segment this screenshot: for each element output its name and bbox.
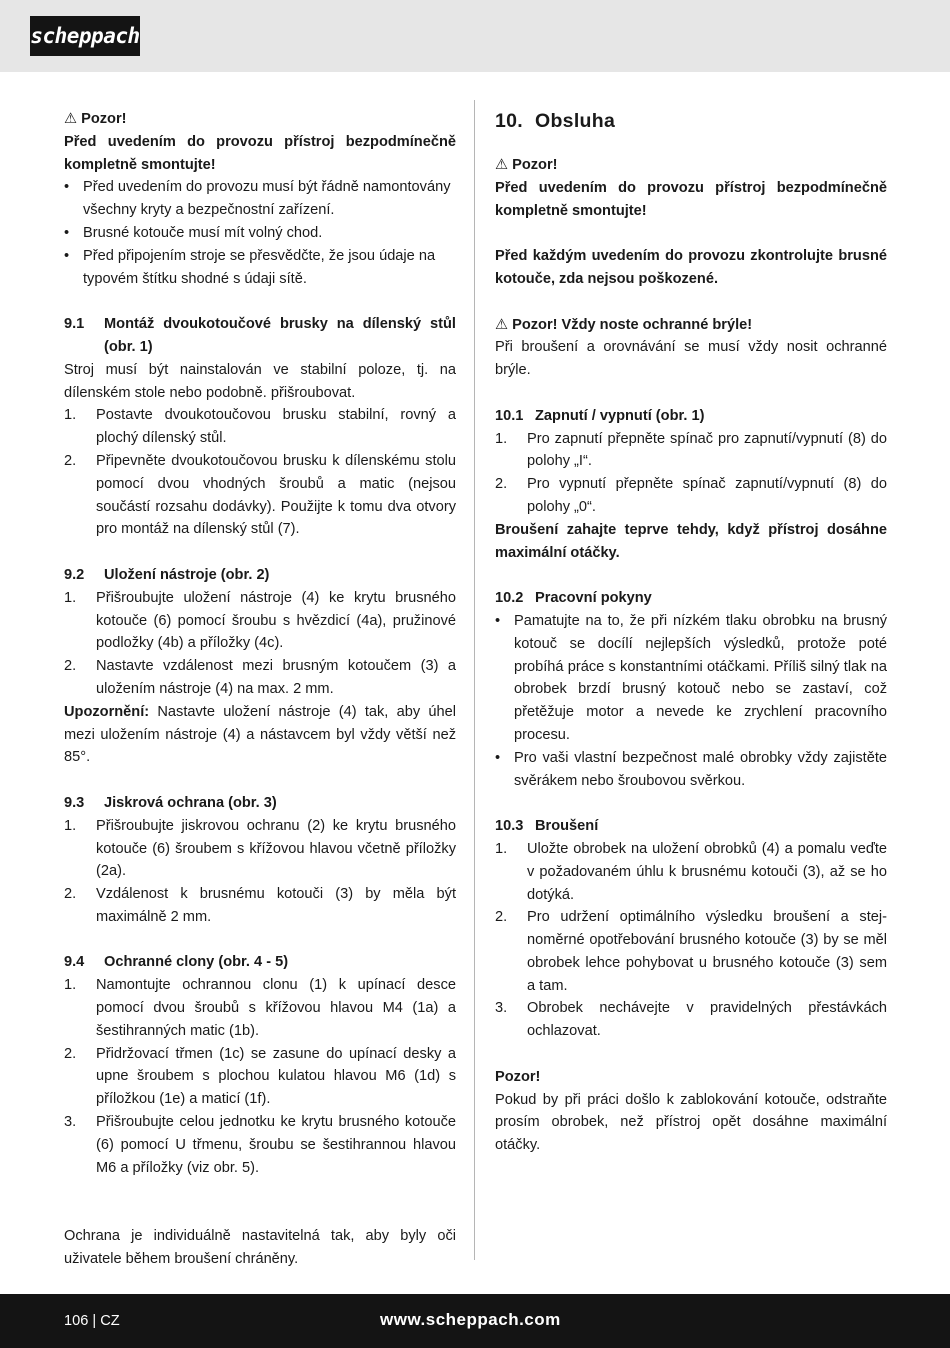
check-text: Před každým uvedením do provozu zkontrolujte brusné kotouče, zda nejsou poškozené. [495,248,887,287]
list-item: 1. Postavte dvoukotoučovou brusku stabilní, rovný a plochý dílenský stůl. [64,407,456,447]
list-item: 3. Obrobek nechávejte v pravidelných přestávkách ochlazovat. [495,1000,887,1040]
section-heading-9-3: 9.3 Jiskrová ochrana (obr. 3) [64,794,277,811]
page-number: 106 | CZ [64,1313,120,1329]
section-heading-10-2: 10.2 Pracovní pokyny [495,590,652,607]
scheppach-logo: scheppach [30,16,140,56]
list-item: 1. Namontujte ochrannou clonu (1) k upínací desce pomocí dvou šroubů s křížovou hlavou M4 (1a) a šestihranných matic (1b). [64,977,456,1039]
bullet-icon: • [64,247,70,264]
list-item: 2. Pro udržení optimálního výsledku broušení a stejnoměrné opotřebování brusného kotouče (3) by se měl obrobek lehce pohybovat u brusného kotouče (3) sem a tam. [495,909,887,994]
list-item: 2. Pro vypnutí přepněte spínač zapnutí/vypnutí (8) do polohy „0“. [495,476,887,515]
warning-triangle-icon: ⚠ [64,111,78,127]
section-heading-9-2: 9.2 Uložení nástroje (obr. 2) [64,566,270,583]
section-heading-9-4: 9.4 Ochranné clony (obr. 4 - 5) [64,954,289,971]
list-item: • Brusné kotouče musí mít volný chod. [64,222,456,245]
header-band [0,0,950,72]
list-item: 1. Přišroubujte uložení nástroje (4) ke krytu brusného kotouče (6) pomocí šroubu s hvězdicí (4a), pružinové podložky (4b) a příložky (4c). [64,589,456,652]
footer-bar [0,1294,950,1348]
list-item: • Před uvedením do provozu musí být řádně namontovány všechny kryty a bezpečnostní zařízení. [64,176,456,222]
list-item: 2. Nastavte vzdálenost mezi brusným kotoučem (3) a uložením nástroje (4) na max. 2 mm. [64,658,456,697]
warning-triangle-icon: ⚠ [495,316,509,333]
warning-text: Před uvedením do provozu přístroj bezpodmínečně kompletně smontujte! [64,133,456,173]
list-item: 2. Připevněte dvoukotoučovou brusku k dílenskému stolu pomocí dvou vhodných šroubů a matic (nejsou součástí rozsahu dodávky). Použijte k tomu dva otvory pro montáž na dílenský stůl (7). [64,452,456,538]
right-column [495,108,887,1157]
goggles-text: Při broušení a orovnávání se musí vždy nosit ochranné brýle. [495,339,887,379]
warning-text: Před uvedením do provozu přístroj bezpodmínečně kompletně smontujte! [495,179,887,219]
final-warning-text: Pokud by při práci došlo k zablokování kotouče, odstraňte prosím obrobek, než přístroj opět dosáhne maximální otáčky. [495,1091,887,1154]
section-heading-9-1: 9.1 Montáž dvoukotoučové brusky na dílenský stůl (obr. 1) [64,316,456,355]
bold-note: Broušení zahajte teprve tehdy, když přístroj dosáhne maximální otáčky. [495,521,887,561]
list-item: • Před připojením stroje se přesvědčte, že jsou údaje na typovém štítku shodné s údaji sítě. [64,245,456,291]
section-heading-10-3: 10.3 Broušení [495,818,599,835]
bullet-icon: • [64,224,70,241]
goggles-heading: ⚠ Pozor! Vždy noste ochranné brýle! [495,314,887,337]
bullet-icon: • [64,179,70,196]
final-warning-heading: Pozor! [495,1068,541,1085]
column-divider [474,100,475,1260]
left-column [64,108,456,1271]
list-item: 2. Vzdálenost k brusnému kotouči (3) by měla být maximálně 2 mm. [64,886,456,925]
warning-heading: ⚠ Pozor! [64,108,456,131]
bullet-icon: • [495,749,501,766]
section-heading-10-1: 10.1 Zapnutí / vypnutí (obr. 1) [495,407,705,424]
bullet-icon: • [495,612,501,629]
section-intro: Stroj musí být nainstalován ve stabilní poloze, tj. na dílenském stole nebo podobně. přišroubovat. [64,361,456,401]
list-item: 1. Uložte obrobek na uložení obrobků (4) a pomalu veďte v požadovaném úhlu k brusnému kotouči (3), až se ho dotýká. [495,840,887,903]
list-item: 1. Přišroubujte jiskrovou ochranu (2) ke krytu brusného kotouče (6) šroubem s křížovou hlavou včetně příložky (2a). [64,817,456,880]
list-item: • Pro vaši vlastní bezpečnost malé obrobky vždy zajistěte svěrákem nebo šroubovou svěrkou. [495,747,887,793]
warning-triangle-icon: ⚠ [495,157,509,173]
list-item: 1. Pro zapnutí přepněte spínač pro zapnutí/vypnutí (8) do polohy „I“. [495,430,887,470]
list-item: • Pamatujte na to, že při nízkém tlaku obrobku na brusný kotouč se docílí nejlepších výsledků, protože poté probíhá práce s konstantními otáčkami. Příliš silný tlak na obrobek brzdí brusný kotouč nebo se zastaví, což přetěžuje motor a nevede ke zrychlení pracovního procesu. [495,610,887,747]
chapter-heading: 10. Obsluha [495,110,616,132]
list-item: 2. Přidržovací třmen (1c) se zasune do upínací desky a upne šroubem s plochou kulatou hlavou M6 (1d) s příložkou (1e) a maticí (1f). [64,1045,456,1108]
closing-paragraph: Ochrana je individuálně nastavitelná tak, aby byly oči uživatele během broušení chráněny. [64,1228,456,1267]
warning-heading: ⚠ Pozor! [495,154,887,177]
note-paragraph: Upozornění: Nastavte uložení nástroje (4) tak, aby úhel mezi uložením nástroje (4) a nástavcem byl vždy větší než 85°. [64,703,456,766]
list-item: 3. Přišroubujte celou jednotku ke krytu brusného kotouče (6) pomocí U třmenu, šroubu se šestihrannou hlavou M6 a příložky (viz obr. 5). [64,1114,456,1176]
website-link[interactable]: www.scheppach.com [380,1310,561,1329]
